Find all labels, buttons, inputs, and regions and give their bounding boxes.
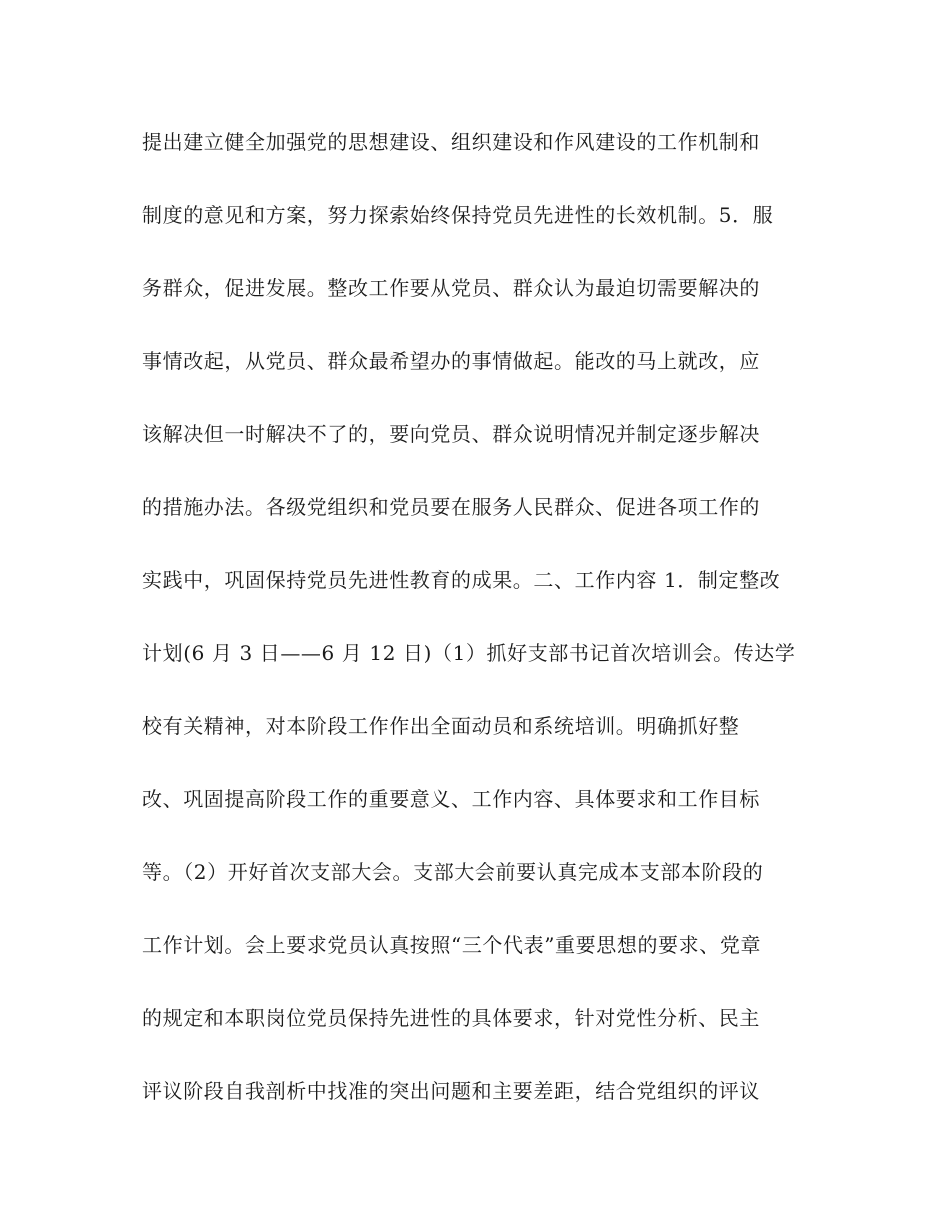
text-line: 计划(6 月 3 日——6 月 12 日)（1）抓好支部书记首次培训会。传达学 [142, 641, 796, 665]
text-line: 工作计划。会上要求党员认真按照“三个代表”重要思想的要求、党章 [142, 933, 762, 957]
text-line: 制度的意见和方案，努力探索始终保持党员先进性的长效机制。5．服 [142, 203, 774, 227]
text-line: 等。（2）开好首次支部大会。支部大会前要认真完成本支部本阶段的 [142, 860, 764, 884]
text-line: 提出建立健全加强党的思想建设、组织建设和作风建设的工作机制和 [142, 130, 760, 154]
text-line: 改、巩固提高阶段工作的重要意义、工作内容、具体要求和工作目标 [142, 787, 760, 811]
text-line: 校有关精神，对本阶段工作作出全面动员和系统培训。明确抓好整 [142, 714, 740, 738]
text-line: 务群众，促进发展。整改工作要从党员、群众认为最迫切需要解决的 [142, 276, 760, 300]
text-line: 事情改起，从党员、群众最希望办的事情做起。能改的马上就改，应 [142, 349, 760, 373]
text-line: 实践中，巩固保持党员先进性教育的成果。二、工作内容 1．制定整改 [142, 568, 781, 592]
text-line: 该解决但一时解决不了的，要向党员、群众说明情况并制定逐步解决 [142, 422, 760, 446]
text-line: 评议阶段自我剖析中找准的突出问题和主要差距，结合党组织的评议 [142, 1079, 760, 1103]
text-line: 的规定和本职岗位党员保持先进性的具体要求，针对党性分析、民主 [142, 1006, 760, 1030]
body-text [142, 120, 822, 1142]
text-line: 的措施办法。各级党组织和党员要在服务人民群众、促进各项工作的 [142, 495, 760, 519]
